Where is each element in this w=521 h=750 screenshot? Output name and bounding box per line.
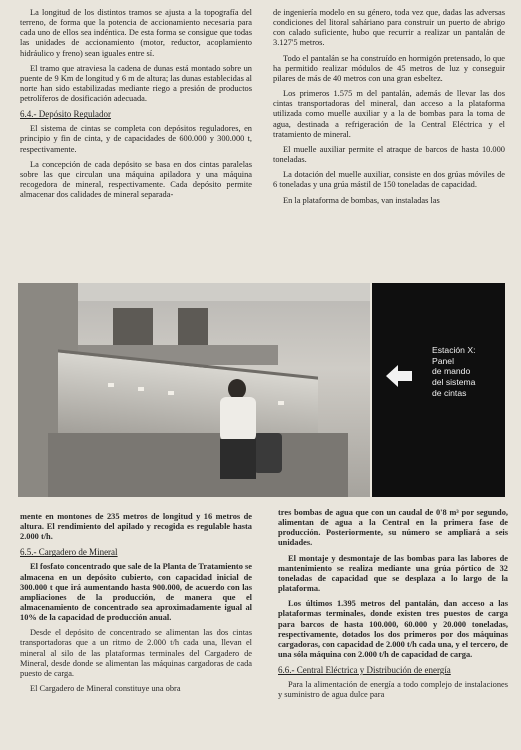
photo-indicator-light [278,401,284,405]
paragraph: Los primeros 1.575 m del pantalán, además de llevar las dos cintas transportadoras del mineral, dan acceso a la plataforma utilizada como muelle auxiliar y a la de bombas para la toma de agua, destinada a refrigeración de la Central Eléctrica y el tratamiento de mineral. [273,89,505,139]
caption-line: del sistema [432,377,476,388]
photo-desk [48,433,348,497]
section-heading: 6.4.- Depósito Regulador [20,109,111,120]
column-top-right [273,8,505,211]
caption-line: Panel [432,355,454,366]
paragraph: Para la alimentación de energía a todo complejo de instalaciones y suministro de agua dulce para [278,680,508,700]
column-top-left [20,8,252,205]
paragraph: El sistema de cintas se completa con depósitos reguladores, en principio y fin de cinta, y de capacidades de 600.000 y 300.000 t, respectivamente. [20,124,252,154]
paragraph: mente en montones de 235 metros de longitud y 16 metros de altura. El rendimiento del apilado y recogida es regulable hasta 2.000 t/h. [20,512,252,542]
photo-operator [216,379,260,479]
paragraph: El Cargadero de Mineral constituye una obra [30,684,181,694]
paragraph: El muelle auxiliar permite el atraque de barcos de hasta 10.000 toneladas. [273,144,505,165]
photo-indicator-light [138,387,144,391]
caption-box [372,283,505,497]
photo-indicator-light [168,391,174,395]
caption-line: de cintas [432,387,467,398]
paragraph: Los últimos 1.395 metros del pantalán, dan acceso a las plataformas terminales, donde existen tres puestos de carga para barcos de hasta 100.000, 60.000 y 20.000 toneladas, respectivamente, dotados los dos primeros por dos máquinas cargadoras, con capacidad de 2.000 t/h cada una, y el tercero, de una sóla máquina con 2.000 t/h de capacidad de carga. [278,599,508,660]
column-bottom-right [278,508,508,705]
photo-caption [432,345,502,399]
paragraph: de ingeniería modelo en su género, toda vez que, dadas las adversas condiciones del litoral saháriano para construir un puerto de abrigo con calado suficiente, hubo que recurrir a realizar un pantalán de 3.127'5 metros. [273,8,505,48]
arrow-left-icon [384,361,414,391]
control-room-photo [18,283,370,497]
paragraph: La concepción de cada depósito se basa en dos cintas paralelas sobre las que circulan una máquina apiladora y una máquina recogedora de mineral, respectivamente. Cada depósito permite almacenar dos calidades de mineral separada- [20,159,252,200]
paragraph: tres bombas de agua que con un caudal de 0'8 m³ por segundo, alimentan de agua a la Central en la primera fase de producción. Posteriormente, su número se ampliará a seis unidades. [278,508,508,548]
photo-indicator-light [108,383,114,387]
paragraph: En la plataforma de bombas, van instaladas las [283,195,440,205]
paragraph: El tramo que atraviesa la cadena de dunas está montado sobre un puente de 9 Km de longitud y 6 m de altura; las dunas establecidas al norte han sido estabilizadas mediante riego a presión de productos petrolíferos de dosificación adecuada. [20,63,252,104]
section-heading: 6.6.- Central Eléctrica y Distribución de energía [278,665,451,676]
paragraph: La dotación del muelle auxiliar, consiste en dos grúas móviles de 6 toneladas y una grúa mástil de 150 toneladas de capacidad. [273,170,505,190]
paragraph: Todo el pantalán se ha construído en hormigón pretensado, lo que ha permitido realizar módulos de 45 metros de luz y conseguir pilares de más de 40 metros con una gran esbeltez. [273,53,505,83]
section-heading: 6.5.- Cargadero de Mineral [20,547,118,558]
column-bottom-left [20,512,252,699]
caption-line: Estación X: [432,345,476,355]
paragraph: La longitud de los distintos tramos se ajusta a la topografía del terreno, de forma que la potencia de accionamiento necesaria para cada uno de ellos sea indéntica. De esta forma se consigue que todas las unidades de accionamiento (motor, reductor, acoplamiento hidráulico y freno) sean iguales entre sí. [20,8,252,58]
paragraph: El fosfato concentrado que sale de la Planta de Tratamiento se almacena en un depósito cubierto, con capacidad inicial de 300.000 t que irá aumentando hasta 900.000, de acuerdo con las ampliaciones de la producción, de manera que el almacenamiento de concentrado sea aproximadamente igual al 10% de la capacidad de producción anual. [20,562,252,623]
paragraph: Desde el depósito de concentrado se alimentan las dos cintas transportadoras que a un ritmo de 2.000 t/h cada una, llevan el mineral al silo de las plataformas terminales del Cargadero de Mineral, desde donde se alimentan las máquinas cargadoras de cada puesto de carga. [20,628,252,678]
paragraph: El montaje y desmontaje de las bombas para las labores de mantenimiento se realiza mediante una grúa pórtico de 32 toneladas de capacidad que se desplaza a lo largo de la plataforma. [278,553,508,594]
caption-line: de mando [432,366,471,377]
